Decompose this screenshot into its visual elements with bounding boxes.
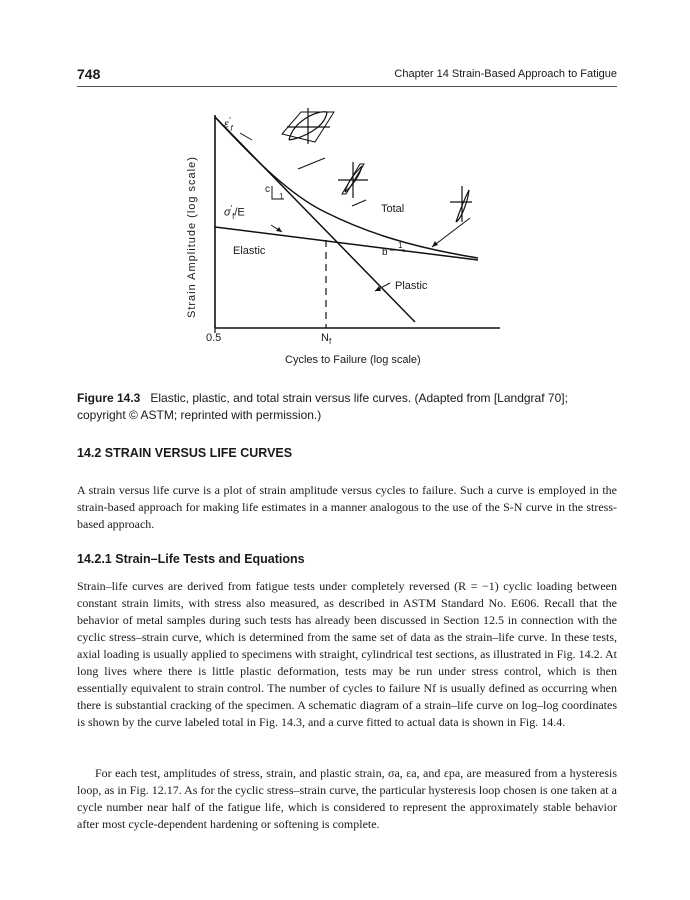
- subsection-paragraph-1: Strain–life curves are derived from fatigue tests under completely reversed (R = −1) cyclic loading between constant strain limits, with stress also measured, as described in ASTM Standard No. E606. Recall that the behavior of metal samples during such tests has already been discussed in Section 12.5 in connection with the cyclic stress–strain curve, which is determined from the same set of data as the strain–life curve. In these tests, axial loading is usually applied to specimens with straight, cylindrical test sections, as illustrated in Fig. 14.2. At long lives where there is little plastic deformation, tests may be run under stress control, which is then essentially equivalent to strain control. The number of cycles to failure Nf is usually defined as occurring when there is substantial cracking of the specimen. A schematic diagram of a strain–life curve on log–log coordinates is shown by the curve labeled total in Fig. 14.3, and a curve fitted to actual data is shown in Fig. 14.4.: [77, 579, 617, 729]
- page-header: [77, 66, 617, 86]
- label-c: c: [265, 184, 270, 195]
- loop-medium: [338, 162, 368, 198]
- label-b-one: 1: [398, 241, 403, 250]
- arrow-total: [432, 241, 438, 247]
- leader-lines: [240, 133, 470, 291]
- header-rule: [77, 86, 617, 87]
- figure-caption: [77, 390, 617, 424]
- label-b: b: [382, 247, 388, 258]
- label-total: Total: [381, 203, 405, 215]
- label-plastic: Plastic: [395, 280, 428, 292]
- page-number: 748: [77, 66, 101, 82]
- strain-life-figure: [180, 100, 510, 372]
- x-axis-label: Cycles to Failure (log scale): [285, 354, 421, 366]
- x-tick-start-label: 0.5: [206, 332, 222, 344]
- arrow-elastic: [276, 227, 282, 232]
- loop-large: [282, 108, 334, 144]
- label-c-one: 1: [279, 192, 284, 201]
- section-title: 14.2 STRAIN VERSUS LIFE CURVES: [77, 446, 293, 460]
- figure-caption-text: Elastic, plastic, and total strain versus life curves. (Adapted from [Landgraf 70]; copyright © ASTM; reprinted with permission.): [77, 391, 568, 422]
- x-tick-nf-label: $N_f$: [321, 332, 332, 347]
- label-ef: $\varepsilon'_f$: [224, 116, 233, 133]
- section-paragraph: A strain versus life curve is a plot of strain amplitude versus cycles to failure. Such a curve is employed in the strain-based approach for making life estimates in a manner analogous to the use of the S-N curve in the stress-based approach.: [77, 483, 617, 531]
- label-sigma-f-over-e: $\sigma'_f/E$: [224, 204, 245, 221]
- loop-small: [450, 186, 472, 222]
- running-head: Chapter 14 Strain-Based Approach to Fatigue: [394, 68, 617, 80]
- figure-caption-label: Figure 14.3: [77, 391, 141, 405]
- label-elastic: Elastic: [233, 245, 266, 257]
- subsection-paragraph-2: For each test, amplitudes of stress, strain, and plastic strain, σa, εa, and εpa, are measured from a hysteresis loop, as in Fig. 12.17. As for the cyclic stress–strain curve, the particular hysteresis loop chosen is one taken at a cycle number near half of the fatigue life, which is considered to represent the approximately stable behavior after most cycle-dependent hardening or softening is complete.: [77, 766, 617, 831]
- subsection-title: 14.2.1 Strain–Life Tests and Equations: [77, 552, 305, 566]
- strain-life-chart: [180, 100, 510, 372]
- y-axis-label: Strain Amplitude (log scale): [186, 156, 198, 318]
